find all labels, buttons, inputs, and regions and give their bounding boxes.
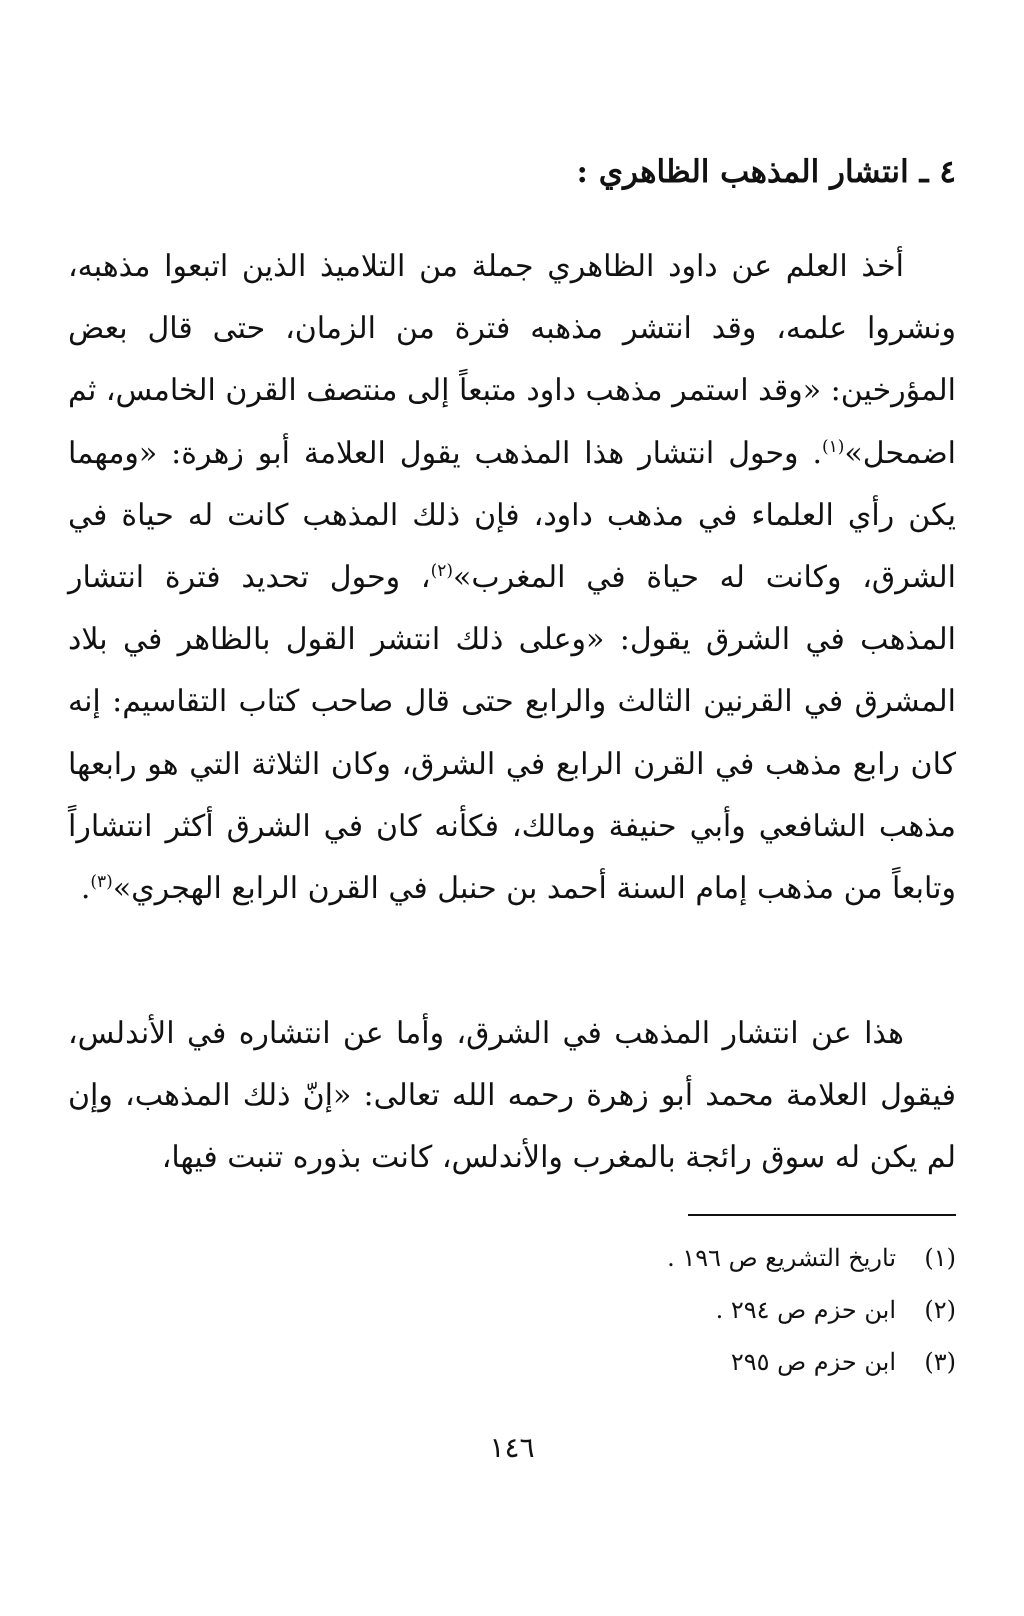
- paragraph-1-text-c: ، وحول تحديد فترة انتشار المذهب في الشرق يقول: «وعلى ذلك انتشر القول بالظاهر في بلاد المشرق في القرنين الثالث والرابع حتى قال صاحب كتاب التقاسيم: إنه كان رابع مذهب في القرن الرابع في الشرق، وكان الثلاثة التي هو رابعها مذهب الشافعي وأبي حنيفة ومالك، فكأنه كان في الشرق أكثر انتشاراً وتابعاً من مذهب إمام السنة أحمد بن حنبل في القرن الرابع الهجري»: [68, 560, 956, 907]
- page-number: ١٤٦: [489, 1431, 535, 1464]
- footnote-text: ابن حزم ص ٢٩٤ .: [715, 1296, 896, 1324]
- footnote-divider: [688, 1214, 956, 1216]
- footnote-ref-1[interactable]: (١): [821, 436, 845, 457]
- footnote-ref-2[interactable]: (٢): [430, 561, 454, 582]
- footnote-number: (٣): [924, 1348, 956, 1376]
- book-page: [68, 0, 956, 1616]
- footnote-text: ابن حزم ص ٢٩٥: [730, 1348, 896, 1376]
- footnotes-list: [68, 1232, 956, 1388]
- footnote-item: [68, 1284, 956, 1336]
- paragraph-1-text-d: .: [80, 871, 91, 907]
- section-heading: ٤ ـ انتشار المذهب الظاهري :: [576, 154, 956, 190]
- footnote-text: تاريخ التشريع ص ١٩٦ .: [667, 1244, 896, 1272]
- footnote-ref-3[interactable]: (٣): [90, 872, 113, 893]
- body-paragraph-1: [68, 236, 956, 920]
- body-paragraph-2: هذا عن انتشار المذهب في الشرق، وأما عن انتشاره في الأندلس، فيقول العلامة محمد أبو زهرة رحمه الله تعالى: «إنّ ذلك المذهب، وإن لم يكن له سوق رائجة بالمغرب والأندلس، كانت بذوره تنبت فيها،: [68, 1016, 956, 1176]
- footnote-item: [68, 1232, 956, 1284]
- footnote-number: (٢): [924, 1296, 956, 1324]
- paragraph-1-text-a: أخذ العلم عن داود الظاهري جملة من التلاميذ الذين اتبعوا مذهبه، ونشروا علمه، وقد انتشر مذهبه فترة من الزمان، حتى قال بعض المؤرخين: «وقد استمر مذهب داود متبعاً إلى منتصف القرن الخامس، ثم اضمحل»: [68, 249, 956, 471]
- paragraph-1-text-b: . وحول انتشار هذا المذهب يقول العلامة أبو زهرة: «ومهما يكن رأي العلماء في مذهب داود، فإن ذلك المذهب كانت له حياة في الشرق، وكانت له حياة في المغرب»: [68, 435, 956, 596]
- footnote-item: [68, 1336, 956, 1388]
- footnote-number: (١): [924, 1244, 956, 1272]
